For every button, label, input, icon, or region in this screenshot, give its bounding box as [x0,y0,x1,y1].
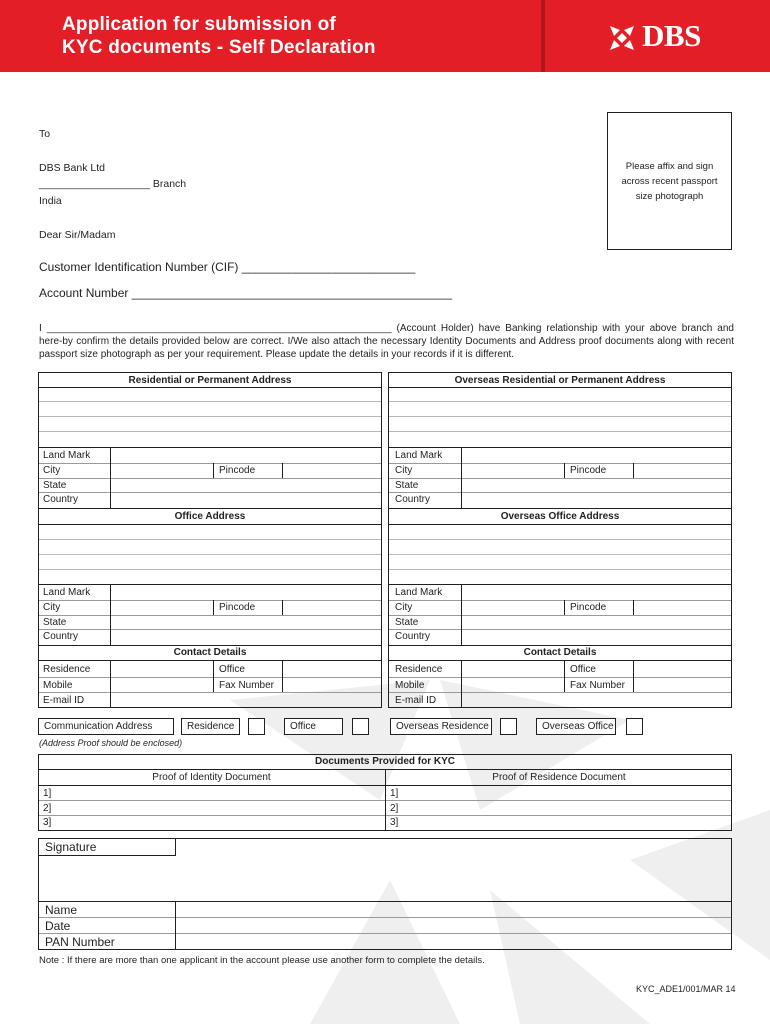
office-phone-label: Office [219,664,245,675]
form-title-line2: KYC documents - Self Declaration [62,37,376,58]
option-office-label: Office [284,718,343,735]
photo-box[interactable] [607,112,732,250]
bank-name: DBS Bank Ltd [39,162,105,174]
pincode-label: Pincode [570,602,607,613]
footer-note: Note : If there are more than one applicant in the account please use another form to complete the details. [39,955,485,966]
email-label: E-mail ID [395,695,437,706]
signature-label: Signature [45,840,97,854]
land-mark-label: Land Mark [43,450,91,461]
state-label: State [43,617,67,628]
pincode-label: Pincode [570,465,607,476]
overseas-residence-checkbox[interactable] [500,718,517,735]
residence-row-3[interactable]: 3] [390,817,399,828]
overseas-residential-box [388,372,732,509]
email-label: E-mail ID [43,695,85,706]
overseas-residential-header: Overseas Residential or Permanent Address [454,375,666,386]
identity-row-2[interactable]: 2] [43,803,52,814]
option-residence-label: Residence [181,718,240,735]
residence-row-1[interactable]: 1] [390,788,399,799]
greeting: Dear Sir/Madam [39,229,116,241]
option-overseas-office-label: Overseas Office [536,718,616,735]
residence-phone-label: Residence [43,664,91,675]
country-row-label: Country [395,494,431,505]
state-label: State [395,617,419,628]
date-label: Date [45,919,71,933]
pincode-label: Pincode [219,602,256,613]
dbs-logo-text: DBS [642,18,701,53]
land-mark-label: Land Mark [395,450,443,461]
fax-label: Fax Number [219,680,275,691]
city-label: City [395,602,413,613]
address-proof-note: (Address Proof should be enclosed) [39,738,183,748]
office-address-header: Office Address [174,511,246,522]
overseas-office-checkbox[interactable] [626,718,643,735]
branch-field[interactable]: ___________________ Branch [39,178,187,190]
form-code: KYC_ADE1/001/MAR 14 [636,984,736,994]
mobile-label: Mobile [43,680,73,691]
residential-address-box [38,372,382,509]
residential-address-header: Residential or Permanent Address [128,375,292,386]
city-label: City [43,465,61,476]
overseas-office-header: Overseas Office Address [500,511,620,522]
office-address-box [38,508,382,646]
country-label: India [39,195,62,207]
photo-instruction: Please affix and sign across recent passport size photograph [621,161,718,202]
state-label: State [43,480,67,491]
communication-address-label: Communication Address [38,718,174,735]
pincode-label: Pincode [219,465,256,476]
residence-proof-header: Proof of Residence Document [492,772,626,783]
fax-label: Fax Number [570,680,626,691]
documents-header: Documents Provided for KYC [314,756,456,767]
identity-proof-header: Proof of Identity Document [152,772,271,783]
cif-field[interactable]: Customer Identification Number (CIF) __________________________ [39,260,416,274]
office-checkbox[interactable] [352,718,369,735]
office-phone-label: Office [570,664,596,675]
declaration-text: I ______________________________________________________________ (Account Holder) have Banking relationship with your above branch and here-by confirm the details provided below are correct. I/We also attach the necessary Identity Documents and Address proof documents along with recent passport size photograph as per your requirement. Please update the details in your records if it is different. [39,323,734,360]
contact-details-header: Contact Details [173,647,247,658]
city-label: City [395,465,413,476]
mobile-label: Mobile [395,680,425,691]
to-label: To [39,128,51,140]
residence-phone-label: Residence [395,664,443,675]
form-title-line1: Application for submission of [62,14,336,35]
land-mark-label: Land Mark [43,587,91,598]
country-row-label: Country [43,494,79,505]
state-label: State [395,480,419,491]
overseas-contact-header: Contact Details [523,647,597,658]
name-label: Name [45,903,78,917]
header-divider [541,0,545,72]
identity-row-1[interactable]: 1] [43,788,52,799]
country-row-label: Country [395,631,431,642]
overseas-office-box [388,508,732,646]
account-number-field[interactable]: Account Number ________________________________________________ [39,286,453,300]
option-overseas-residence-label: Overseas Residence [390,718,492,735]
land-mark-label: Land Mark [395,587,443,598]
residence-row-2[interactable]: 2] [390,803,399,814]
identity-row-3[interactable]: 3] [43,817,52,828]
residence-checkbox[interactable] [248,718,265,735]
pan-number-label: PAN Number [45,935,115,949]
country-row-label: Country [43,631,79,642]
dbs-star-icon [606,22,638,54]
city-label: City [43,602,61,613]
